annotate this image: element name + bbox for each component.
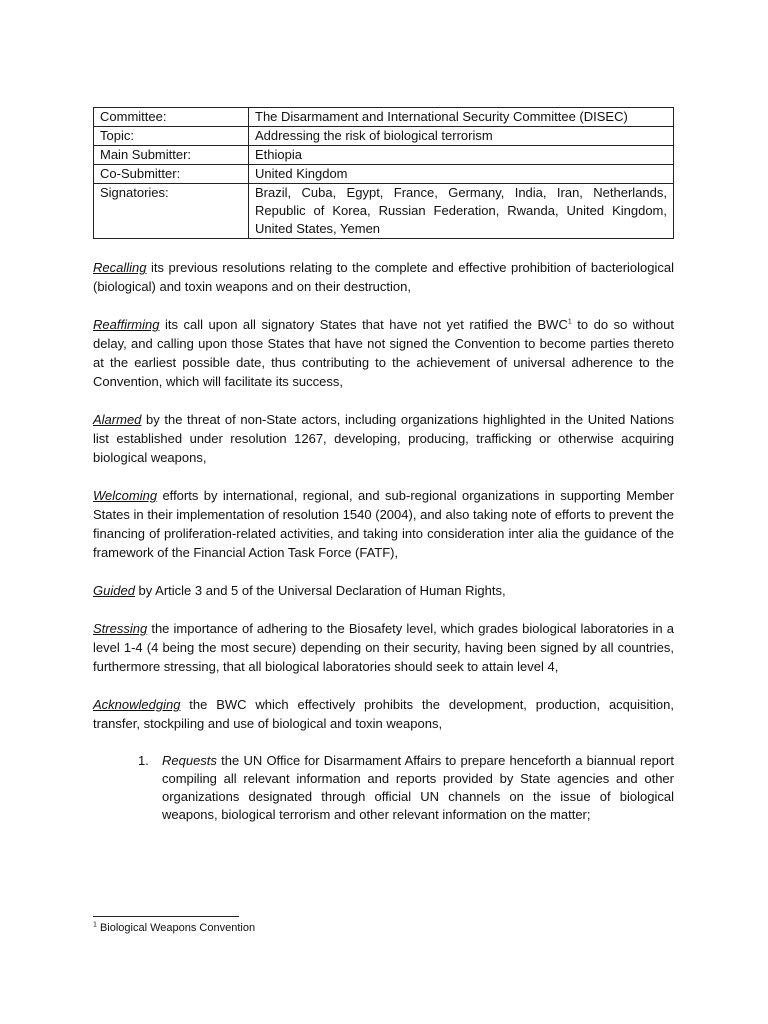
clause-keyword: Alarmed — [93, 412, 142, 427]
resolution-header-table — [93, 107, 674, 239]
preambular-clause — [93, 695, 674, 733]
main-submitter-row — [94, 146, 674, 165]
clause-text: the importance of adhering to the Biosafety level, which grades biological laboratories in a level 1-4 (4 being the most secure) depending on their security, having been signed by all countries, furthermore stressing, that all biological laboratories should seek to attain level 4, — [93, 621, 674, 674]
signatories-label: Signatories: — [94, 184, 249, 239]
co-submitter-row — [94, 165, 674, 184]
clause-text: by Article 3 and 5 of the Universal Declaration of Human Rights, — [134, 583, 506, 598]
preambular-clause — [93, 581, 674, 600]
footnote-mark: 1 — [93, 921, 97, 929]
topic-value: Addressing the risk of biological terrorism — [249, 127, 674, 146]
main-submitter-label: Main Submitter: — [94, 146, 249, 165]
clause-text: the BWC which effectively prohibits the development, production, acquisition, transfer, stockpiling and use of biological and toxin weapons, — [93, 697, 674, 731]
clause-keyword: Welcoming — [93, 488, 158, 503]
preambular-clause — [93, 410, 674, 467]
resolution-body — [93, 107, 674, 824]
clause-text: efforts by international, regional, and sub-regional organizations in supporting Member States in their implementation of resolution 1540 (2004), and also taking note of efforts to prevent the financing of proliferation-related activities, and taking into consideration inter alia the guidance of the framework of the Financial Action Task Force (FATF), — [93, 488, 674, 560]
footnote-reference[interactable]: 1 — [567, 318, 572, 326]
committee-value: The Disarmament and International Security Committee (DISEC) — [249, 108, 674, 127]
operative-clause — [93, 752, 674, 824]
operative-clause-text: the UN Office for Disarmament Affairs to prepare henceforth a biannual report compiling all relevant information and reports provided by State agencies and other organizations designated through official UN channels on the issue of biological weapons, biological terrorism and other relevant information on the matter; — [162, 753, 674, 822]
operative-clause-keyword: Requests — [162, 753, 217, 768]
signatories-value: Brazil, Cuba, Egypt, France, Germany, India, Iran, Netherlands, Republic of Korea, Russian Federation, Rwanda, United Kingdom, United States, Yemen — [249, 184, 674, 239]
operative-clause-number: 1. — [138, 753, 149, 768]
clause-keyword: Stressing — [93, 621, 148, 636]
signatories-row — [94, 184, 674, 239]
footnote-text: Biological Weapons Convention — [96, 922, 256, 934]
preambular-clause — [93, 619, 674, 676]
co-submitter-label: Co-Submitter: — [94, 165, 249, 184]
preambular-clause — [93, 486, 674, 562]
main-submitter-value: Ethiopia — [249, 146, 674, 165]
topic-label: Topic: — [94, 127, 249, 146]
clause-keyword: Recalling — [93, 260, 147, 275]
clause-keyword: Reaffirming — [93, 317, 160, 332]
clause-keyword: Acknowledging — [93, 697, 181, 712]
preambular-clause — [93, 258, 674, 296]
operative-clauses — [93, 752, 674, 824]
committee-label: Committee: — [94, 108, 249, 127]
co-submitter-value: United Kingdom — [249, 165, 674, 184]
preambular-clause — [93, 315, 674, 391]
clause-text: its previous resolutions relating to the complete and effective prohibition of bacteriological (biological) and toxin weapons and on their destruction, — [93, 260, 674, 294]
clause-text: by the threat of non-State actors, including organizations highlighted in the United Nations list established under resolution 1267, developing, producing, trafficking or otherwise acquiring biological weapons, — [93, 412, 674, 465]
clause-keyword: Guided — [93, 583, 135, 598]
topic-row — [94, 127, 674, 146]
preambular-clauses — [93, 258, 674, 824]
footnote — [93, 921, 255, 935]
footnote-separator — [93, 916, 239, 917]
clause-text: its call upon all signatory States that have not yet ratified the BWC — [159, 317, 568, 332]
committee-row — [94, 108, 674, 127]
clause-text-continued: to do so without delay, and calling upon those States that have not signed the Convention to become parties thereto at the earliest possible date, thus contributing to the achievement of universal adherence to the Convention, which will facilitate its success, — [93, 317, 674, 389]
